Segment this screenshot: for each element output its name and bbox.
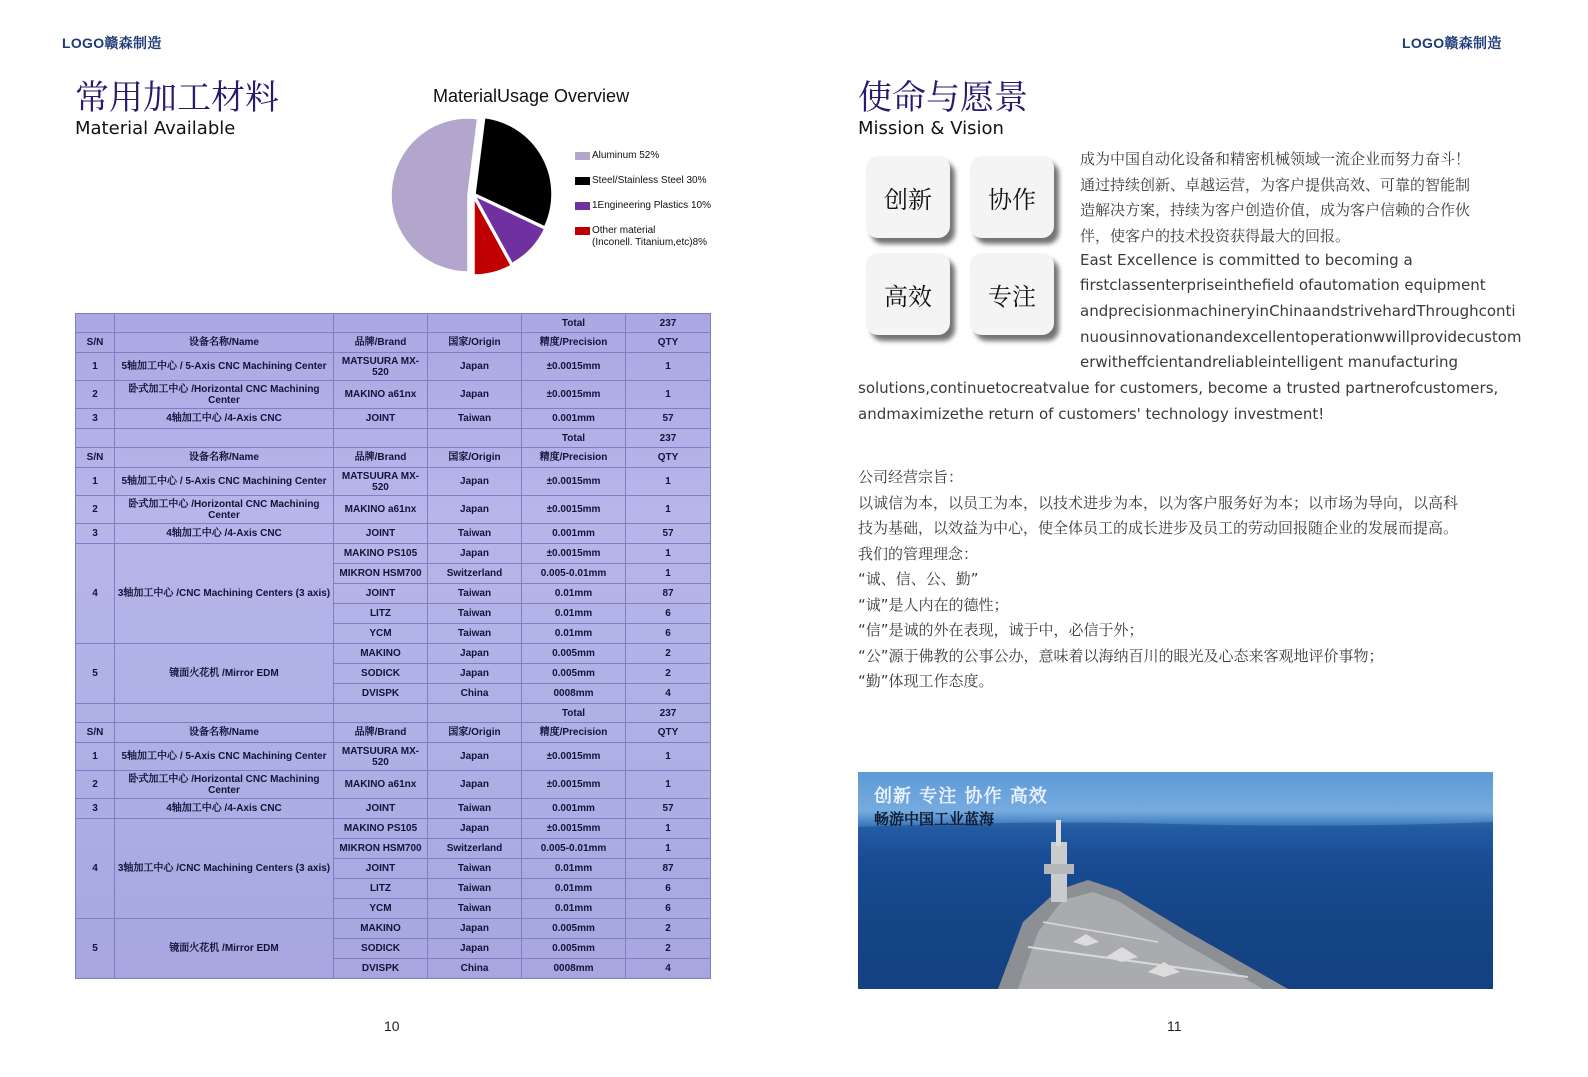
qty-cell: 1 — [626, 839, 711, 859]
origin-cell: Taiwan — [428, 799, 522, 819]
sn-cell: 2 — [76, 381, 115, 409]
qty-cell: 6 — [626, 604, 711, 624]
sn-cell: 5 — [76, 919, 115, 979]
mission-title-cn: 使命与愿景 — [858, 78, 1028, 118]
page-number-right: 11 — [1167, 1018, 1182, 1034]
philosophy-line: “公”源于佛教的公事公办，意味着以海纳百川的眼光及心态来客观地评价事物； — [858, 647, 1384, 665]
name-cell: 镜面火花机 /Mirror EDM — [115, 919, 334, 979]
sn-cell: 4 — [76, 544, 115, 644]
photo-values-text: 创新 专注 协作 高效 — [874, 786, 1048, 807]
column-header: 国家/Origin — [428, 723, 522, 743]
precision-cell: 0.001mm — [522, 799, 626, 819]
name-cell: 4轴加工中心 /4-Axis CNC — [115, 524, 334, 544]
brand-cell: LITZ — [334, 879, 428, 899]
qty-cell: 1 — [626, 743, 711, 771]
equipment-row — [76, 771, 711, 799]
brand-cell: MAKINO a61nx — [334, 771, 428, 799]
precision-cell: 0.005-0.01mm — [522, 839, 626, 859]
origin-cell: Switzerland — [428, 839, 522, 859]
philosophy-line: “勤”体现工作态度。 — [858, 672, 994, 690]
origin-cell: Taiwan — [428, 899, 522, 919]
origin-cell: Japan — [428, 919, 522, 939]
column-header: QTY — [626, 333, 711, 353]
equipment-row — [76, 819, 711, 839]
mission-text-line: 造解决方案，持续为客户创造价值，成为客户信赖的合作伙 — [1080, 201, 1471, 219]
mission-text-line: andmaximizethe return of customers' technology investment! — [858, 405, 1325, 423]
philosophy-line: 以诚信为本，以员工为本，以技术进步为本，以为客户服务好为本；以市场为导向，以高科 — [858, 494, 1459, 512]
equipment-row — [76, 468, 711, 496]
empty-cell — [115, 314, 334, 333]
brand-cell: SODICK — [334, 664, 428, 684]
sn-cell: 2 — [76, 496, 115, 524]
mission-text-line: nuousinnovationandexcellentoperationwwillprovidecustom — [1080, 328, 1522, 346]
brand-cell: MIKRON HSM700 — [334, 564, 428, 584]
precision-cell: 0.01mm — [522, 624, 626, 644]
brand-cell: MIKRON HSM700 — [334, 839, 428, 859]
total-row — [76, 314, 711, 333]
philosophy-heading: 公司经营宗旨： — [858, 468, 964, 486]
equipment-row — [76, 544, 711, 564]
column-header: S/N — [76, 333, 115, 353]
precision-cell: 0.005mm — [522, 664, 626, 684]
name-cell: 4轴加工中心 /4-Axis CNC — [115, 799, 334, 819]
management-heading: 我们的管理理念： — [858, 545, 979, 563]
name-cell: 镜面火花机 /Mirror EDM — [115, 644, 334, 704]
legend-swatch — [575, 177, 590, 185]
total-label: Total — [522, 429, 626, 448]
page-number-left: 10 — [384, 1018, 400, 1034]
origin-cell: Japan — [428, 644, 522, 664]
philosophy-line: “诚”是人内在的德性； — [858, 596, 1009, 614]
qty-cell: 4 — [626, 959, 711, 979]
sn-cell: 5 — [76, 644, 115, 704]
legend-swatch — [575, 202, 590, 210]
brand-cell: MAKINO PS105 — [334, 819, 428, 839]
qty-cell: 1 — [626, 496, 711, 524]
precision-cell: 0008mm — [522, 959, 626, 979]
column-header: S/N — [76, 723, 115, 743]
precision-cell: 0.005mm — [522, 939, 626, 959]
qty-cell: 1 — [626, 771, 711, 799]
equipment-row — [76, 799, 711, 819]
qty-cell: 1 — [626, 819, 711, 839]
qty-cell: 87 — [626, 584, 711, 604]
brand-cell: JOINT — [334, 799, 428, 819]
qty-cell: 57 — [626, 409, 711, 429]
brand-cell: JOINT — [334, 409, 428, 429]
precision-cell: 0.01mm — [522, 899, 626, 919]
precision-cell: 0.01mm — [522, 584, 626, 604]
equipment-table — [75, 313, 711, 979]
page-title-cn: 常用加工材料 — [75, 78, 279, 118]
equipment-row — [76, 353, 711, 381]
column-header: 精度/Precision — [522, 448, 626, 468]
sn-cell: 3 — [76, 409, 115, 429]
empty-cell — [428, 429, 522, 448]
precision-cell: 0.01mm — [522, 859, 626, 879]
equipment-row — [76, 743, 711, 771]
equipment-row — [76, 524, 711, 544]
qty-cell: 6 — [626, 899, 711, 919]
value-tile-innovation: 创新 — [866, 156, 950, 238]
precision-cell: 0008mm — [522, 684, 626, 704]
mission-text-line: East Excellence is committed to becoming a — [1080, 251, 1413, 269]
precision-cell: 0.01mm — [522, 604, 626, 624]
equipment-row — [76, 381, 711, 409]
legend-label: Other material (Inconell. Titanium,etc)8% — [592, 225, 708, 248]
brand-cell: MATSUURA MX-520 — [334, 468, 428, 496]
brand-cell: MATSUURA MX-520 — [334, 743, 428, 771]
column-header: 国家/Origin — [428, 448, 522, 468]
qty-cell: 1 — [626, 564, 711, 584]
brand-cell: DVISPK — [334, 959, 428, 979]
origin-cell: Taiwan — [428, 584, 522, 604]
empty-cell — [76, 429, 115, 448]
page-subtitle-en: Material Available — [75, 118, 236, 139]
column-header: 设备名称/Name — [115, 723, 334, 743]
origin-cell: Japan — [428, 381, 522, 409]
brand-cell: DVISPK — [334, 684, 428, 704]
name-cell: 卧式加工中心 /Horizontal CNC Machining Center — [115, 771, 334, 799]
mission-text-line: 成为中国自动化设备和精密机械领域一流企业而努力奋斗！ — [1080, 150, 1471, 168]
qty-cell: 6 — [626, 879, 711, 899]
logo-left: LOGO赣森制造 — [62, 35, 162, 51]
sn-cell: 3 — [76, 799, 115, 819]
sn-cell: 1 — [76, 468, 115, 496]
empty-cell — [428, 704, 522, 723]
name-cell: 5轴加工中心 / 5-Axis CNC Machining Center — [115, 743, 334, 771]
sn-cell: 3 — [76, 524, 115, 544]
origin-cell: Taiwan — [428, 409, 522, 429]
precision-cell: ±0.0015mm — [522, 819, 626, 839]
legend-label: Aluminum 52% — [592, 150, 660, 161]
legend-swatch — [575, 152, 590, 160]
mission-text-line: 伴，使客户的技术投资获得最大的回报。 — [1080, 227, 1351, 245]
pie-chart — [380, 108, 565, 283]
empty-cell — [334, 429, 428, 448]
equipment-row — [76, 919, 711, 939]
qty-cell: 2 — [626, 919, 711, 939]
origin-cell: Taiwan — [428, 524, 522, 544]
origin-cell: Japan — [428, 496, 522, 524]
table-header-row — [76, 448, 711, 468]
sn-cell: 1 — [76, 353, 115, 381]
legend-label: Steel/Stainless Steel 30% — [592, 175, 707, 186]
column-header: 设备名称/Name — [115, 448, 334, 468]
origin-cell: Japan — [428, 544, 522, 564]
empty-cell — [76, 704, 115, 723]
origin-cell: Taiwan — [428, 859, 522, 879]
column-header: QTY — [626, 448, 711, 468]
brand-cell: MAKINO — [334, 644, 428, 664]
mission-text-line: erwitheffcientandreliableintelligent manufacturing — [1080, 353, 1459, 371]
brand-cell: YCM — [334, 899, 428, 919]
qty-cell: 1 — [626, 381, 711, 409]
empty-cell — [115, 704, 334, 723]
logo-right: LOGO赣森制造 — [1402, 35, 1502, 51]
total-label: Total — [522, 314, 626, 333]
column-header: QTY — [626, 723, 711, 743]
precision-cell: ±0.0015mm — [522, 743, 626, 771]
origin-cell: China — [428, 684, 522, 704]
qty-cell: 1 — [626, 468, 711, 496]
origin-cell: Taiwan — [428, 604, 522, 624]
origin-cell: Japan — [428, 743, 522, 771]
qty-cell: 2 — [626, 664, 711, 684]
qty-cell: 4 — [626, 684, 711, 704]
value-tile-focus: 专注 — [970, 253, 1054, 335]
legend-swatch — [575, 227, 590, 235]
qty-cell: 2 — [626, 644, 711, 664]
sn-cell: 4 — [76, 819, 115, 919]
brand-cell: LITZ — [334, 604, 428, 624]
precision-cell: ±0.0015mm — [522, 771, 626, 799]
table-header-row — [76, 723, 711, 743]
column-header: 品牌/Brand — [334, 723, 428, 743]
name-cell: 卧式加工中心 /Horizontal CNC Machining Center — [115, 381, 334, 409]
qty-cell: 57 — [626, 524, 711, 544]
precision-cell: ±0.0015mm — [522, 353, 626, 381]
empty-cell — [76, 314, 115, 333]
column-header: 国家/Origin — [428, 333, 522, 353]
empty-cell — [334, 704, 428, 723]
column-header: 品牌/Brand — [334, 448, 428, 468]
qty-cell: 87 — [626, 859, 711, 879]
equipment-row — [76, 496, 711, 524]
total-row — [76, 429, 711, 448]
mission-text-line: firstclassenterpriseinthefield ofautomation equipment — [1080, 276, 1486, 294]
mission-text-line: solutions,continuetocreatvalue for customers, become a trusted partnerofcustomers, — [858, 379, 1499, 397]
precision-cell: ±0.0015mm — [522, 381, 626, 409]
legend-label: 1Engineering Plastics 10% — [592, 200, 711, 211]
name-cell: 5轴加工中心 / 5-Axis CNC Machining Center — [115, 468, 334, 496]
mission-text-line: andprecisionmachineryinChinaandstrivehardThroughconti — [1080, 302, 1516, 320]
origin-cell: Japan — [428, 664, 522, 684]
column-header: 精度/Precision — [522, 723, 626, 743]
qty-cell: 6 — [626, 624, 711, 644]
empty-cell — [334, 314, 428, 333]
philosophy-line: “诚、信、公、勤” — [858, 570, 979, 588]
precision-cell: ±0.0015mm — [522, 496, 626, 524]
pie-slice-0 — [391, 118, 478, 272]
precision-cell: 0.005-0.01mm — [522, 564, 626, 584]
qty-cell: 1 — [626, 353, 711, 381]
brand-cell: MAKINO a61nx — [334, 381, 428, 409]
qty-cell: 57 — [626, 799, 711, 819]
name-cell: 卧式加工中心 /Horizontal CNC Machining Center — [115, 496, 334, 524]
total-value: 237 — [626, 314, 711, 333]
column-header: 设备名称/Name — [115, 333, 334, 353]
qty-cell: 1 — [626, 544, 711, 564]
origin-cell: Japan — [428, 819, 522, 839]
name-cell: 4轴加工中心 /4-Axis CNC — [115, 409, 334, 429]
equipment-row — [76, 644, 711, 664]
mission-text-line: 通过持续创新、卓越运营，为客户提供高效、可靠的智能制 — [1080, 176, 1471, 194]
sn-cell: 1 — [76, 743, 115, 771]
precision-cell: 0.005mm — [522, 919, 626, 939]
column-header: S/N — [76, 448, 115, 468]
column-header: 品牌/Brand — [334, 333, 428, 353]
total-row — [76, 704, 711, 723]
aircraft-carrier-photo — [858, 772, 1493, 989]
brand-cell: MAKINO PS105 — [334, 544, 428, 564]
total-value: 237 — [626, 704, 711, 723]
name-cell: 3轴加工中心 /CNC Machining Centers (3 axis) — [115, 819, 334, 919]
chart-title: MaterialUsage Overview — [433, 86, 630, 106]
origin-cell: Switzerland — [428, 564, 522, 584]
sn-cell: 2 — [76, 771, 115, 799]
value-tile-collaboration: 协作 — [970, 156, 1054, 238]
column-header: 精度/Precision — [522, 333, 626, 353]
photo-slogan-text: 畅游中国工业蓝海 — [874, 810, 995, 828]
precision-cell: ±0.0015mm — [522, 544, 626, 564]
name-cell: 5轴加工中心 / 5-Axis CNC Machining Center — [115, 353, 334, 381]
philosophy-line: “信”是诚的外在表现，诚于中，必信于外； — [858, 621, 1144, 639]
origin-cell: Japan — [428, 771, 522, 799]
empty-cell — [115, 429, 334, 448]
mission-subtitle-en: Mission & Vision — [858, 118, 1004, 139]
origin-cell: Japan — [428, 353, 522, 381]
total-label: Total — [522, 704, 626, 723]
precision-cell: ±0.0015mm — [522, 468, 626, 496]
origin-cell: Japan — [428, 468, 522, 496]
brand-cell: MAKINO a61nx — [334, 496, 428, 524]
qty-cell: 2 — [626, 939, 711, 959]
empty-cell — [428, 314, 522, 333]
origin-cell: Taiwan — [428, 879, 522, 899]
name-cell: 3轴加工中心 /CNC Machining Centers (3 axis) — [115, 544, 334, 644]
origin-cell: Taiwan — [428, 624, 522, 644]
table-header-row — [76, 333, 711, 353]
brand-cell: JOINT — [334, 859, 428, 879]
brand-cell: JOINT — [334, 584, 428, 604]
value-tile-efficiency: 高效 — [866, 253, 950, 335]
brand-cell: YCM — [334, 624, 428, 644]
brand-cell: SODICK — [334, 939, 428, 959]
precision-cell: 0.005mm — [522, 644, 626, 664]
chart-legend — [575, 150, 735, 260]
total-value: 237 — [626, 429, 711, 448]
philosophy-line: 技为基础，以效益为中心，使全体员工的成长进步及员工的劳动回报随企业的发展而提高。 — [858, 519, 1459, 537]
brand-cell: MATSUURA MX-520 — [334, 353, 428, 381]
brand-cell: MAKINO — [334, 919, 428, 939]
precision-cell: 0.001mm — [522, 409, 626, 429]
equipment-row — [76, 409, 711, 429]
precision-cell: 0.01mm — [522, 879, 626, 899]
origin-cell: China — [428, 959, 522, 979]
brand-cell: JOINT — [334, 524, 428, 544]
origin-cell: Japan — [428, 939, 522, 959]
precision-cell: 0.001mm — [522, 524, 626, 544]
